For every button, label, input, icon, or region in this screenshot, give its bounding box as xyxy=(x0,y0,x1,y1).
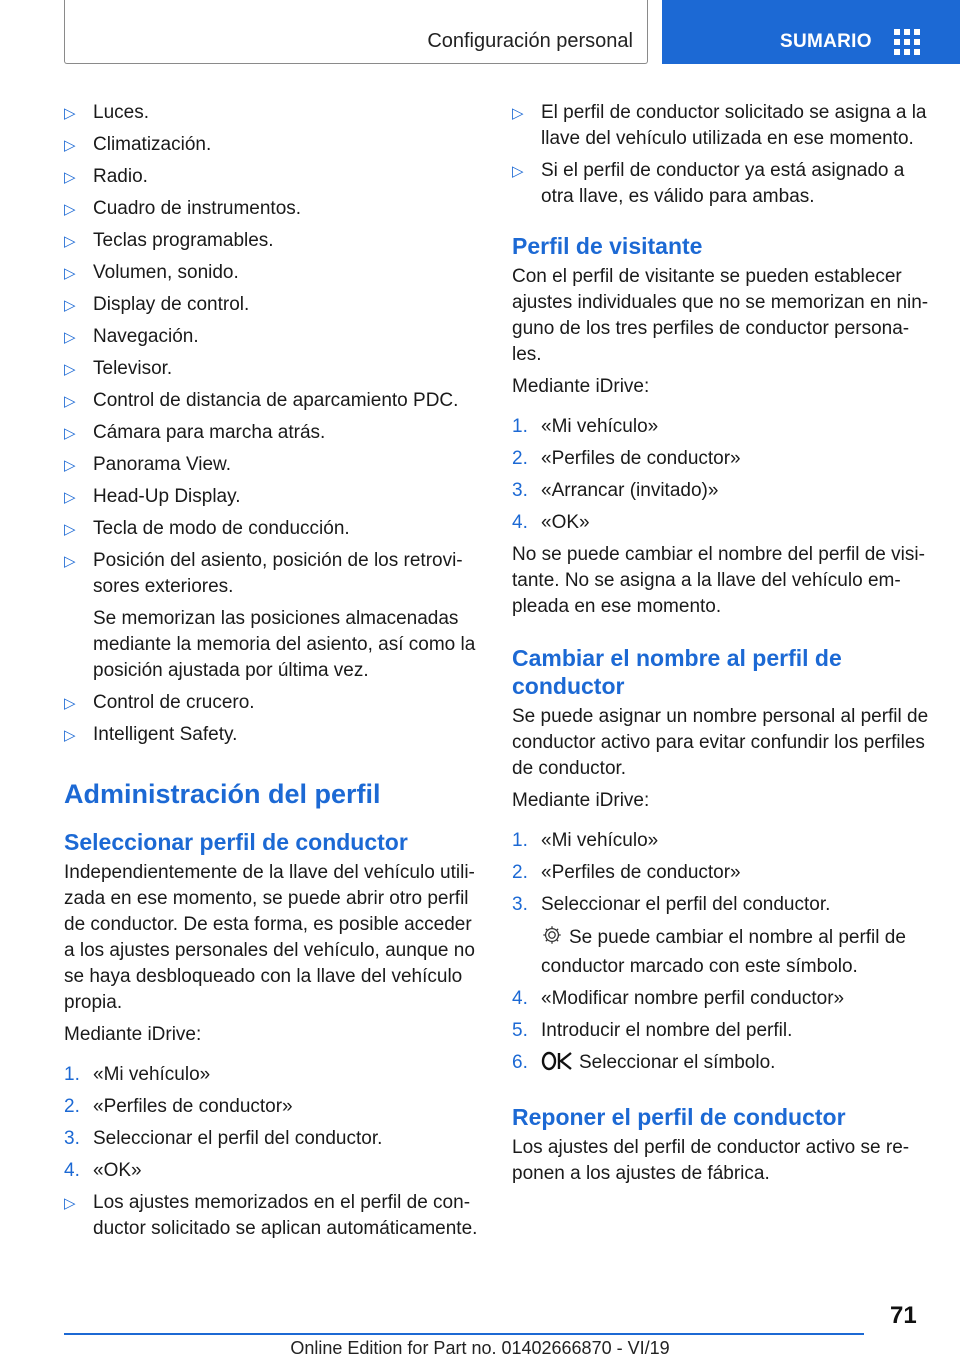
list-item xyxy=(64,722,484,748)
list-item xyxy=(512,1050,932,1079)
step-number: 4. xyxy=(512,988,528,1009)
reset-profile-paragraph: Los ajustes del perfil de conductor activo se re‐ ponen a los ajustes de fábrica. xyxy=(512,1137,910,1184)
list-item xyxy=(64,1126,484,1152)
ok-icon xyxy=(541,1051,573,1079)
list-item xyxy=(512,478,932,504)
step-text: «Mi vehículo» xyxy=(541,416,659,437)
list-item xyxy=(64,1094,484,1120)
triangle-bullet-icon: ▷ xyxy=(64,424,76,442)
list-item-text: Luces. xyxy=(93,102,149,123)
step-text: Seleccionar el perfil del conductor. xyxy=(541,894,831,915)
list-item xyxy=(512,158,932,210)
list-item xyxy=(64,452,484,478)
triangle-bullet-icon: ▷ xyxy=(64,552,76,570)
left-bullet-list-2 xyxy=(64,690,484,748)
triangle-bullet-icon: ▷ xyxy=(64,296,76,314)
step-number: 6. xyxy=(512,1052,528,1073)
list-item xyxy=(64,228,484,254)
step-text: «Arrancar (invitado)» xyxy=(541,480,719,501)
header-title: Configuración personal xyxy=(427,30,633,52)
reset-profile-heading: Reponer el perfil de conductor xyxy=(512,1104,846,1130)
triangle-bullet-icon: ▷ xyxy=(64,104,76,122)
triangle-bullet-icon: ▷ xyxy=(512,104,524,122)
list-item xyxy=(64,292,484,318)
list-item-text: Control de crucero. xyxy=(93,692,255,713)
triangle-bullet-icon: ▷ xyxy=(64,456,76,474)
sumario-label: SUMARIO xyxy=(780,31,872,52)
step-number: 5. xyxy=(512,1020,528,1041)
step-number: 3. xyxy=(512,480,528,501)
seat-note: Se memorizan las posiciones almacenadas mediante la memoria del asiento, así como la posición ajustada por última vez. xyxy=(93,608,476,681)
list-item-text: Control de distancia de aparcamiento PDC. xyxy=(93,390,459,411)
step-text: «Perfiles de conductor» xyxy=(541,448,741,469)
step-number: 4. xyxy=(512,512,528,533)
triangle-bullet-icon: ▷ xyxy=(64,1194,76,1212)
list-item xyxy=(64,690,484,716)
list-item xyxy=(64,516,484,542)
select-profile-heading: Seleccionar perfil de conductor xyxy=(64,829,408,855)
list-item-text: Teclas programables. xyxy=(93,230,274,251)
list-item xyxy=(64,100,484,126)
list-item xyxy=(512,414,932,440)
triangle-bullet-icon: ▷ xyxy=(64,694,76,712)
right-bullet-list xyxy=(512,100,932,210)
gear-note xyxy=(512,924,932,980)
list-item xyxy=(512,1018,932,1044)
list-item-text: Cuadro de instrumentos. xyxy=(93,198,302,219)
triangle-bullet-icon: ▷ xyxy=(64,264,76,282)
triangle-bullet-icon: ▷ xyxy=(64,200,76,218)
list-item-text: El perfil de conductor solicitado se asigna a la llave del vehículo utilizada en ese momento. xyxy=(541,102,927,149)
list-item xyxy=(64,420,484,446)
step-text: Introducir el nombre del perfil. xyxy=(541,1020,793,1041)
list-item xyxy=(512,510,932,536)
rename-steps-list xyxy=(512,828,932,918)
section-title: Administración del perfil xyxy=(64,779,381,809)
step-text: «Mi vehículo» xyxy=(93,1064,211,1085)
list-item xyxy=(64,388,484,414)
list-item xyxy=(64,1062,484,1088)
guest-note: No se puede cambiar el nombre del perfil de visi‐ tante. No se asigna a la llave del vehículo em‐ pleada en ese momento. xyxy=(512,544,925,617)
list-item xyxy=(512,986,932,1012)
triangle-bullet-icon: ▷ xyxy=(64,328,76,346)
rename-profile-heading: Cambiar el nombre al perfil de conductor xyxy=(512,645,842,699)
rename-profile-paragraph: Se puede asignar un nombre personal al perfil de conductor activo para evitar confundir los perfiles de conductor. xyxy=(512,706,929,779)
triangle-bullet-icon: ▷ xyxy=(64,360,76,378)
idrive-label: Mediante iDrive: xyxy=(512,790,650,811)
step-text: «Perfiles de conductor» xyxy=(541,862,741,883)
guest-profile-paragraph: Con el perfil de visitante se pueden establecer ajustes individuales que no se memorizan en nin‐ guno de los tres perfiles de conductor persona‐ les. xyxy=(512,266,929,365)
list-item-text: Head-Up Display. xyxy=(93,486,241,507)
triangle-bullet-icon: ▷ xyxy=(64,488,76,506)
list-item xyxy=(64,1158,484,1184)
step-text: «OK» xyxy=(93,1160,142,1181)
list-item xyxy=(64,324,484,350)
select-steps-list xyxy=(64,1062,484,1184)
after-bullet-text: Los ajustes memorizados en el perfil de con‐ ductor solicitado se aplican automáticamente. xyxy=(93,1192,478,1239)
list-item-text: Panorama View. xyxy=(93,454,232,475)
step-number: 3. xyxy=(512,894,528,915)
header-title-box xyxy=(64,0,648,64)
list-item xyxy=(64,260,484,286)
list-item-text: Si el perfil de conductor ya está asignado a otra llave, es válido para ambas. xyxy=(541,160,905,207)
left-column xyxy=(64,100,484,1248)
step-number: 1. xyxy=(512,830,528,851)
step-number: 1. xyxy=(64,1064,80,1085)
list-item xyxy=(64,548,484,600)
page-number: 71 xyxy=(890,1302,917,1329)
list-item-text: Intelligent Safety. xyxy=(93,724,238,745)
step-text: «Modificar nombre perfil conductor» xyxy=(541,988,845,1009)
list-item xyxy=(64,356,484,382)
list-item xyxy=(64,484,484,510)
triangle-bullet-icon: ▷ xyxy=(64,168,76,186)
left-bullet-list xyxy=(64,100,484,542)
step-text: «Perfiles de conductor» xyxy=(93,1096,293,1117)
step-number: 3. xyxy=(64,1128,80,1149)
list-item-text: Volumen, sonido. xyxy=(93,262,239,283)
list-item xyxy=(512,446,932,472)
list-item-text: Tecla de modo de conducción. xyxy=(93,518,350,539)
footer-divider xyxy=(64,1333,864,1335)
list-item xyxy=(64,164,484,190)
footer-edition: Online Edition for Part no. 01402666870 - VI/19 xyxy=(290,1338,670,1358)
rename-steps-list-2 xyxy=(512,986,932,1044)
step-number: 4. xyxy=(64,1160,80,1181)
step-text: «Mi vehículo» xyxy=(541,830,659,851)
step-text: Seleccionar el perfil del conductor. xyxy=(93,1128,383,1149)
list-item-text: Radio. xyxy=(93,166,148,187)
list-item xyxy=(512,860,932,886)
list-item-text: Navegación. xyxy=(93,326,199,347)
triangle-bullet-icon: ▷ xyxy=(64,520,76,538)
idrive-label: Mediante iDrive: xyxy=(512,376,650,397)
list-item xyxy=(64,132,484,158)
right-column xyxy=(512,100,932,1193)
select-profile-paragraph: Independientemente de la llave del vehículo utili‐ zada en ese momento, se puede abrir otro perfil de conductor. De esta forma, es posible acceder a los ajustes personales del vehículo, aunque no se haya desbloqueado con la llave del vehículo propia. xyxy=(64,862,475,1013)
triangle-bullet-icon: ▷ xyxy=(64,136,76,154)
guest-steps-list xyxy=(512,414,932,536)
gear-note-text: Se puede cambiar el nombre al perfil de conductor marcado con este símbolo. xyxy=(541,927,906,977)
step-text: Seleccionar el símbolo. xyxy=(579,1052,776,1073)
seat-bullet-text: Posición del asiento, posición de los retrovi‐ sores exteriores. xyxy=(93,550,463,597)
step-text: «OK» xyxy=(541,512,590,533)
list-item xyxy=(512,828,932,854)
step-number: 2. xyxy=(64,1096,80,1117)
list-item-text: Televisor. xyxy=(93,358,173,379)
gear-icon xyxy=(541,924,563,954)
list-item-text: Cámara para marcha atrás. xyxy=(93,422,326,443)
triangle-bullet-icon: ▷ xyxy=(64,392,76,410)
list-item xyxy=(512,892,932,918)
guest-profile-heading: Perfil de visitante xyxy=(512,233,703,259)
list-item-text: Display de control. xyxy=(93,294,250,315)
triangle-bullet-icon: ▷ xyxy=(64,232,76,250)
list-item xyxy=(64,1190,484,1242)
list-item-text: Climatización. xyxy=(93,134,212,155)
grid-icon xyxy=(894,29,920,55)
triangle-bullet-icon: ▷ xyxy=(512,162,524,180)
idrive-label: Mediante iDrive: xyxy=(64,1024,202,1045)
sumario-button[interactable] xyxy=(662,0,960,64)
triangle-bullet-icon: ▷ xyxy=(64,726,76,744)
step-number: 2. xyxy=(512,448,528,469)
step-number: 2. xyxy=(512,862,528,883)
list-item xyxy=(64,196,484,222)
step-number: 1. xyxy=(512,416,528,437)
list-item xyxy=(512,100,932,152)
